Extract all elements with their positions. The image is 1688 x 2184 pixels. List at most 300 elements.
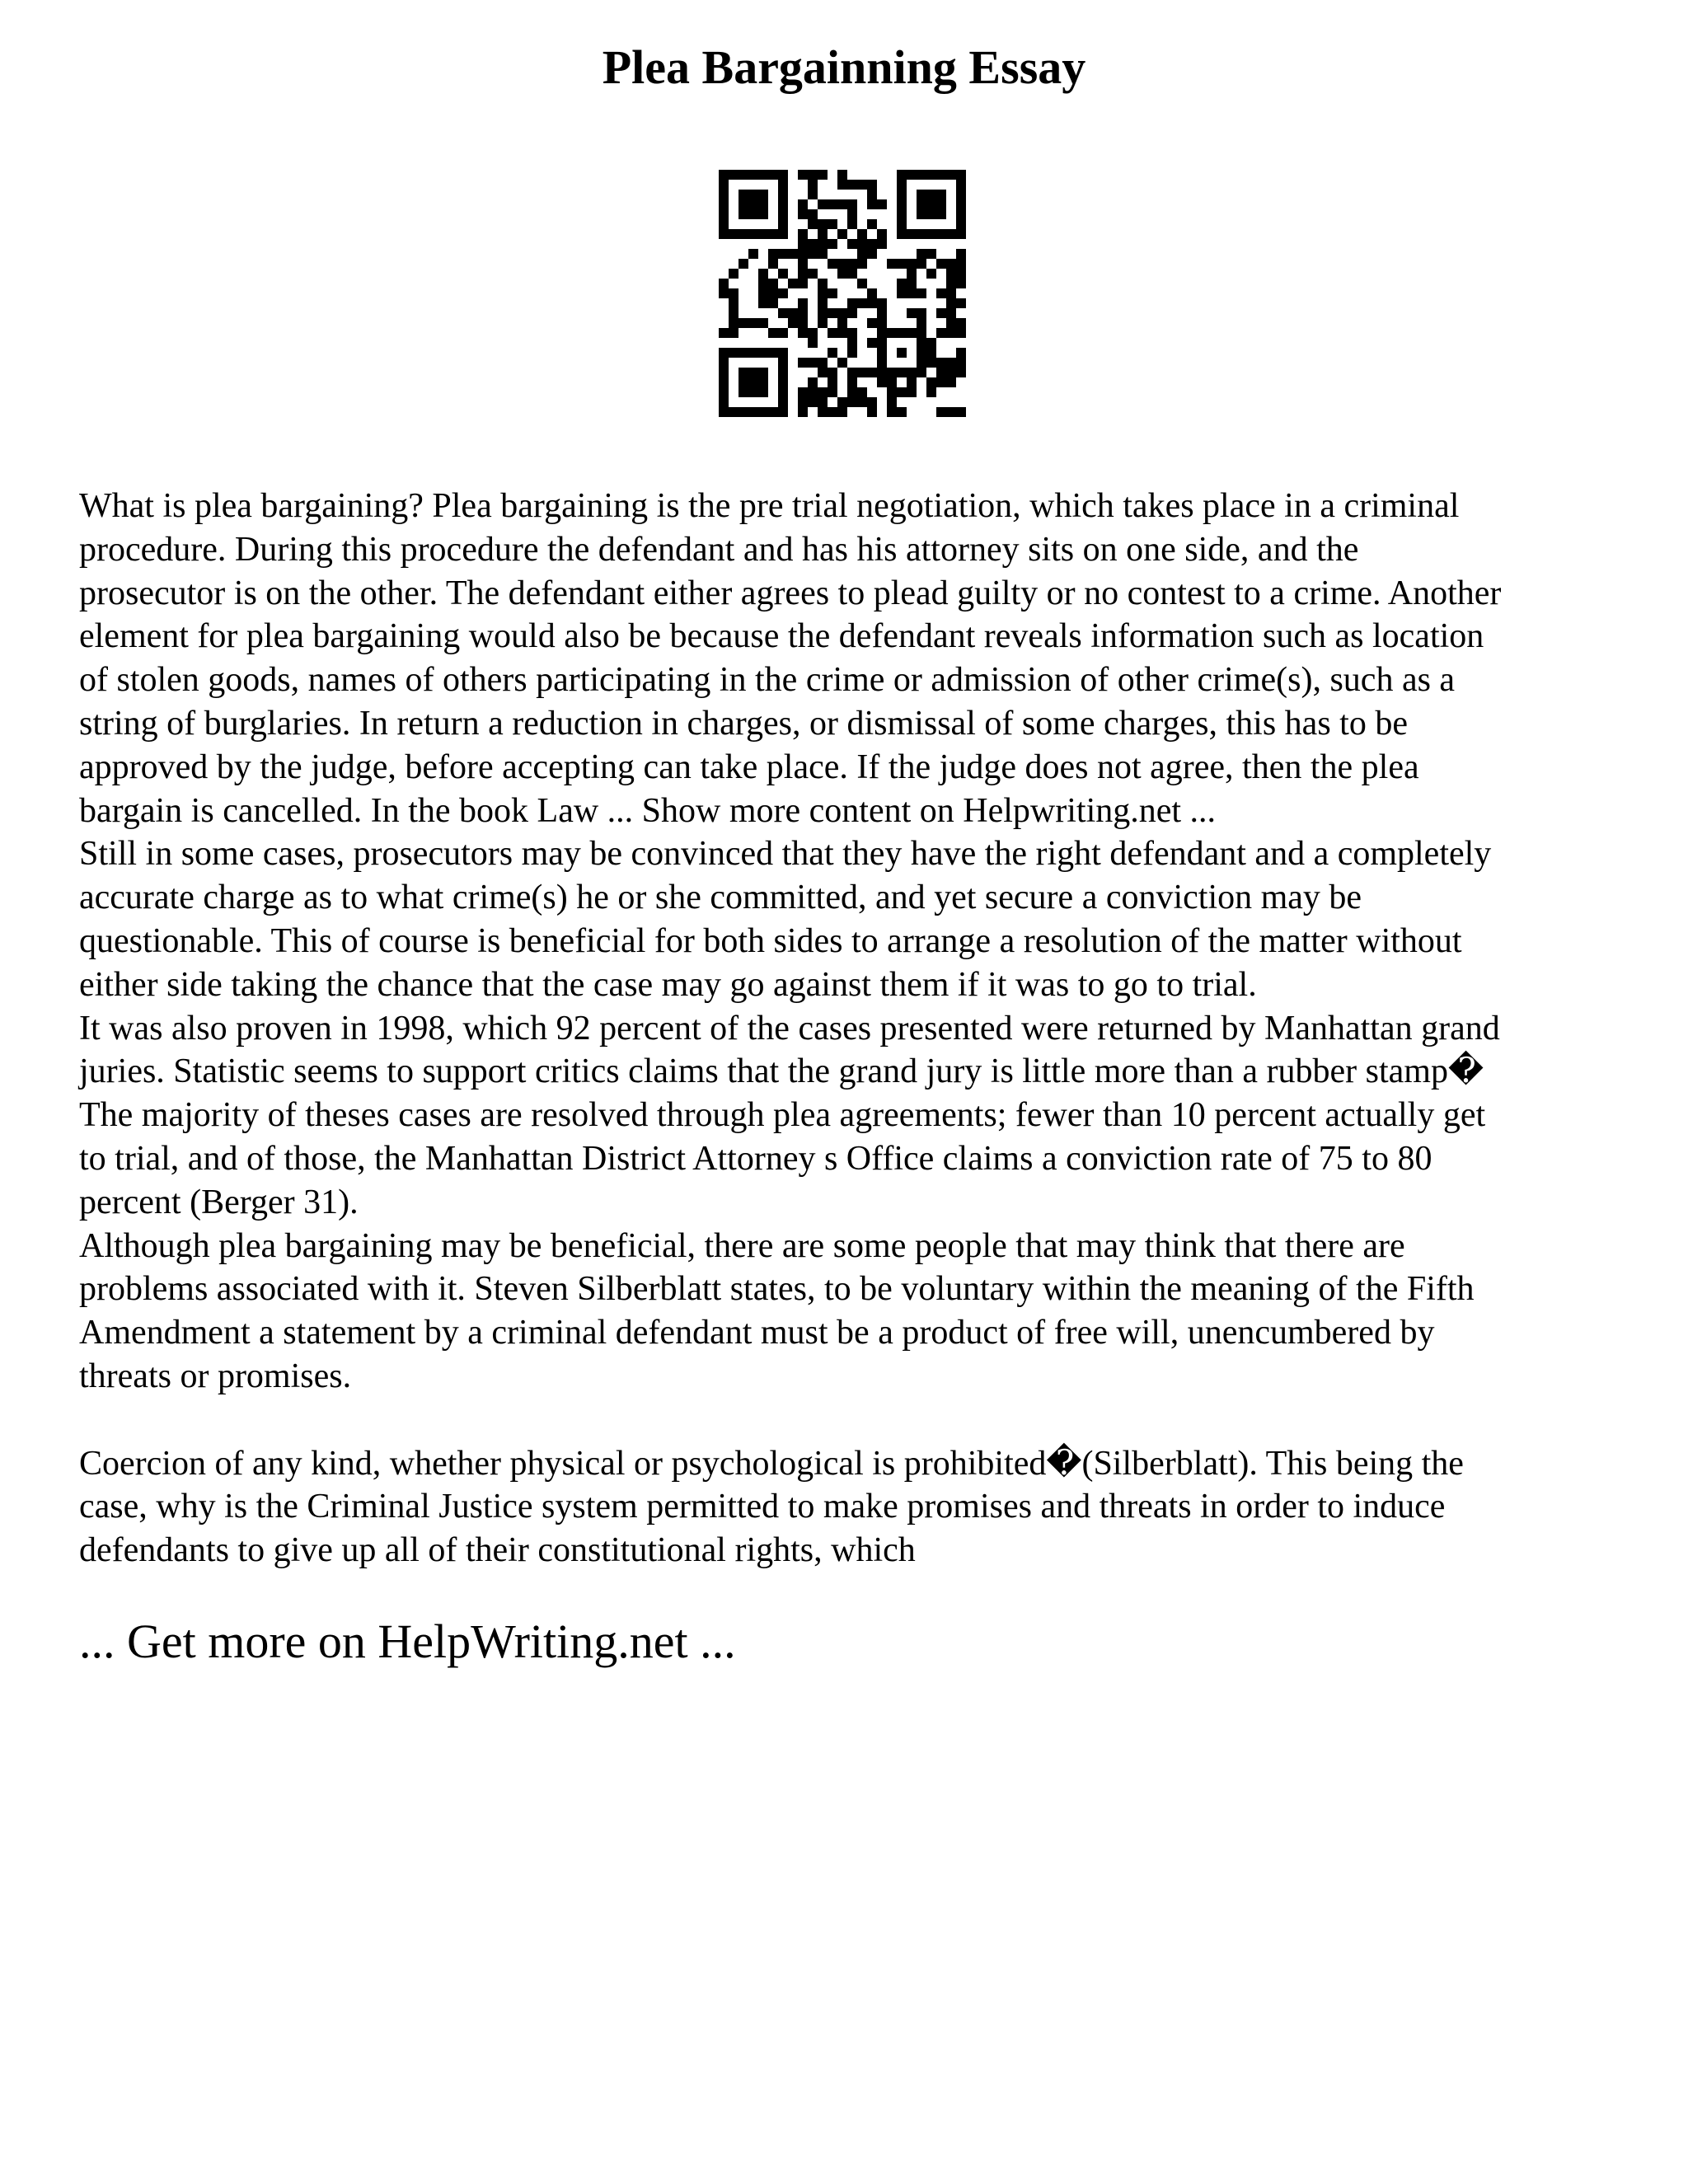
qr-module	[857, 279, 867, 288]
qr-module	[818, 229, 828, 239]
qr-module	[897, 387, 907, 397]
qr-module	[917, 209, 926, 219]
qr-module	[847, 377, 857, 387]
qr-module	[847, 387, 857, 397]
qr-module	[818, 298, 828, 308]
qr-module	[788, 318, 798, 328]
qr-module	[818, 239, 828, 249]
qr-module	[778, 358, 788, 368]
qr-module	[719, 170, 729, 180]
qr-module	[729, 308, 738, 318]
qr-module	[936, 288, 946, 298]
qr-module	[778, 387, 788, 397]
qr-module	[926, 377, 936, 387]
qr-module	[867, 219, 877, 229]
qr-module	[936, 368, 946, 377]
qr-module	[946, 328, 956, 338]
qr-module	[738, 377, 748, 387]
qr-module	[719, 358, 729, 368]
qr-module	[768, 229, 778, 239]
qr-module	[748, 407, 758, 417]
qr-module	[768, 249, 778, 259]
qr-module	[936, 229, 946, 239]
qr-module	[857, 387, 867, 397]
qr-module	[818, 387, 828, 397]
qr-module	[719, 199, 729, 209]
qr-module	[778, 288, 788, 298]
qr-module	[798, 239, 808, 249]
qr-module	[778, 368, 788, 377]
qr-module	[719, 328, 729, 338]
qr-module	[828, 407, 837, 417]
essay-paragraph-1: What is plea bargaining? Plea bargaining is the pre trial negotiation, which takes place in a criminal procedure. During this procedure the defendant and has his attorney sits on one side, and the prosecutor is on the other. The defendant either agrees to plead guilty or no contest to a crime. Another element for plea bargaining would also be because the defendant reveals information such as location of stolen goods, names of others participating in the crime or admission of other crime(s), such as a string of burglaries. In return a reduction in charges, or dismissal of some charges, this has to be approved by the judge, before accepting can take place. If the judge does not agree, then the plea bargain is cancelled. In the book Law ... Show more content on Helpwriting.net ...	[79, 487, 1502, 830]
qr-module	[788, 308, 798, 318]
qr-module	[847, 269, 857, 279]
qr-module	[897, 348, 907, 358]
qr-module	[729, 328, 738, 338]
qr-module	[758, 199, 768, 209]
qr-module	[956, 259, 966, 269]
qr-module	[818, 358, 828, 368]
qr-module	[788, 249, 798, 259]
essay-paragraph-4: Although plea bargaining may be beneficial, there are some people that may think that there are problems associated with it. Steven Silberblatt states, to be voluntary within the meaning of the Fifth Amendment a statement by a criminal defendant must be a product of free will, unencumbered by threats or promises.	[79, 1226, 1475, 1395]
qr-module	[907, 308, 917, 318]
qr-module	[828, 368, 837, 377]
qr-module	[936, 259, 946, 269]
qr-module	[956, 279, 966, 288]
qr-module	[956, 229, 966, 239]
qr-module	[719, 279, 729, 288]
qr-module	[808, 269, 818, 279]
qr-module	[907, 279, 917, 288]
qr-module	[719, 397, 729, 407]
qr-module	[808, 249, 818, 259]
qr-module	[857, 249, 867, 259]
qr-module	[897, 259, 907, 269]
qr-module	[798, 298, 808, 308]
qr-module	[926, 249, 936, 259]
qr-module	[778, 199, 788, 209]
qr-module	[808, 387, 818, 397]
qr-module	[758, 348, 768, 358]
qr-module	[758, 269, 768, 279]
qr-module	[758, 288, 768, 298]
qr-module	[956, 407, 966, 417]
qr-module	[818, 308, 828, 318]
qr-module	[837, 170, 847, 180]
qr-module	[798, 170, 808, 180]
qr-module	[837, 229, 847, 239]
qr-module	[946, 318, 956, 328]
qr-module	[808, 190, 818, 199]
qr-module	[907, 229, 917, 239]
qr-module	[719, 348, 729, 358]
qr-module	[778, 269, 788, 279]
qr-module	[936, 209, 946, 219]
qr-module	[887, 368, 897, 377]
qr-module	[867, 368, 877, 377]
qr-module	[748, 170, 758, 180]
qr-module	[867, 239, 877, 249]
qr-module	[946, 298, 956, 308]
qr-module	[897, 328, 907, 338]
qr-module	[897, 180, 907, 190]
qr-code-icon	[719, 170, 966, 417]
qr-module	[897, 199, 907, 209]
qr-module	[798, 308, 808, 318]
qr-module	[729, 170, 738, 180]
qr-module	[837, 259, 847, 269]
qr-module	[758, 190, 768, 199]
qr-module	[808, 180, 818, 190]
qr-module	[828, 328, 837, 338]
qr-module	[936, 170, 946, 180]
qr-module	[798, 318, 808, 328]
qr-module	[877, 368, 887, 377]
qr-module	[917, 259, 926, 269]
qr-module	[729, 229, 738, 239]
qr-module	[956, 298, 966, 308]
qr-module	[907, 170, 917, 180]
qr-module	[847, 239, 857, 249]
qr-module	[857, 259, 867, 269]
qr-module	[897, 219, 907, 229]
qr-module	[818, 199, 828, 209]
qr-module	[808, 397, 818, 407]
qr-module	[758, 170, 768, 180]
qr-module	[837, 328, 847, 338]
qr-module	[729, 269, 738, 279]
qr-module	[867, 338, 877, 348]
qr-module	[778, 219, 788, 229]
qr-module	[758, 407, 768, 417]
qr-module	[926, 387, 936, 397]
qr-module	[758, 209, 768, 219]
qr-module	[956, 190, 966, 199]
qr-module	[778, 328, 788, 338]
qr-module	[748, 377, 758, 387]
qr-module	[778, 209, 788, 219]
qr-module	[798, 259, 808, 269]
qr-module	[926, 229, 936, 239]
qr-module	[946, 170, 956, 180]
qr-module	[837, 180, 847, 190]
qr-module	[887, 407, 897, 417]
qr-module	[828, 377, 837, 387]
qr-module	[897, 209, 907, 219]
qr-module	[837, 269, 847, 279]
qr-module	[907, 368, 917, 377]
qr-module	[877, 328, 887, 338]
qr-module	[828, 308, 837, 318]
qr-module	[926, 269, 936, 279]
qr-module	[758, 377, 768, 387]
qr-module	[768, 288, 778, 298]
qr-module	[907, 259, 917, 269]
qr-module	[758, 229, 768, 239]
qr-module	[946, 259, 956, 269]
qr-module	[748, 368, 758, 377]
qr-module	[907, 269, 917, 279]
qr-code-graphic	[719, 170, 966, 417]
qr-module	[808, 328, 818, 338]
qr-module	[956, 180, 966, 190]
qr-module	[768, 259, 778, 269]
qr-module	[798, 249, 808, 259]
qr-module	[828, 387, 837, 397]
qr-module	[936, 328, 946, 338]
qr-module	[828, 199, 837, 209]
qr-module	[917, 358, 926, 368]
qr-module	[748, 199, 758, 209]
qr-module	[837, 308, 847, 318]
qr-module	[808, 338, 818, 348]
qr-module	[956, 170, 966, 180]
qr-module	[748, 348, 758, 358]
qr-module	[936, 407, 946, 417]
qr-module	[917, 348, 926, 358]
qr-module	[847, 259, 857, 269]
qr-module	[857, 397, 867, 407]
qr-module	[719, 209, 729, 219]
qr-module	[926, 338, 936, 348]
qr-module	[748, 209, 758, 219]
qr-module	[719, 190, 729, 199]
qr-module	[778, 407, 788, 417]
qr-module	[897, 279, 907, 288]
qr-module	[936, 199, 946, 209]
essay-paragraph-3: It was also proven in 1998, which 92 percent of the cases presented were returned by Manhattan grand juries. Statistic seems to support critics claims that the grand jury is little more than a rubber stamp� The majority of theses cases are resolved through plea agreements; fewer than 10 percent actually get to trial, and of those, the Manhattan District Attorney s Office claims a conviction rate of 75 to 80 percent (Berger 31).	[79, 1009, 1500, 1221]
qr-module	[837, 318, 847, 328]
qr-module	[847, 328, 857, 338]
qr-module	[719, 368, 729, 377]
qr-module	[808, 219, 818, 229]
qr-module	[877, 239, 887, 249]
qr-module	[946, 269, 956, 279]
qr-module	[729, 288, 738, 298]
qr-module	[828, 348, 837, 358]
qr-module	[837, 407, 847, 417]
qr-module	[887, 328, 897, 338]
qr-module	[738, 318, 748, 328]
qr-module	[798, 209, 808, 219]
qr-module	[738, 209, 748, 219]
qr-module	[798, 229, 808, 239]
qr-module	[837, 199, 847, 209]
qr-module	[818, 219, 828, 229]
qr-module	[936, 308, 946, 318]
qr-module	[926, 209, 936, 219]
qr-module	[887, 259, 897, 269]
qr-module	[847, 308, 857, 318]
qr-module	[778, 308, 788, 318]
qr-module	[907, 387, 917, 397]
qr-module	[917, 308, 926, 318]
qr-module	[719, 377, 729, 387]
qr-module	[818, 318, 828, 328]
qr-module	[738, 199, 748, 209]
qr-module	[719, 229, 729, 239]
qr-module	[818, 407, 828, 417]
qr-module	[956, 199, 966, 209]
qr-module	[778, 190, 788, 199]
qr-module	[956, 318, 966, 328]
qr-module	[877, 308, 887, 318]
qr-module	[738, 190, 748, 199]
qr-module	[897, 288, 907, 298]
qr-module	[877, 348, 887, 358]
qr-module	[877, 298, 887, 308]
qr-module	[768, 298, 778, 308]
qr-module	[887, 377, 897, 387]
qr-module	[956, 328, 966, 338]
qr-module	[907, 288, 917, 298]
qr-module	[729, 298, 738, 308]
qr-module	[738, 259, 748, 269]
qr-module	[936, 377, 946, 387]
qr-module	[778, 170, 788, 180]
qr-module	[847, 219, 857, 229]
essay-body	[79, 485, 1629, 1572]
qr-module	[897, 229, 907, 239]
qr-module	[798, 397, 808, 407]
qr-module	[946, 368, 956, 377]
qr-module	[936, 190, 946, 199]
qr-module	[877, 199, 887, 209]
qr-module	[857, 368, 867, 377]
qr-module	[719, 219, 729, 229]
qr-module	[936, 358, 946, 368]
qr-module	[768, 279, 778, 288]
qr-module	[847, 397, 857, 407]
qr-module	[818, 288, 828, 298]
qr-module	[818, 249, 828, 259]
qr-module	[847, 298, 857, 308]
qr-module	[768, 348, 778, 358]
qr-module	[847, 338, 857, 348]
qr-module	[738, 170, 748, 180]
qr-module	[867, 298, 877, 308]
qr-module	[828, 259, 837, 269]
qr-module	[926, 348, 936, 358]
qr-module	[778, 377, 788, 387]
essay-paragraph-2: Still in some cases, prosecutors may be convinced that they have the right defendant and a completely accurate charge as to what crime(s) he or she committed, and yet secure a conviction may be questionable. This of course is beneficial for both sides to arrange a resolution of the matter without either side taking the chance that the case may go against them if it was to go to trial.	[79, 835, 1492, 1004]
essay-paragraph-5: Coercion of any kind, whether physical or psychological is prohibited�(Silberblatt). This being the case, why is the Criminal Justice system permitted to make promises and threats in order to induce defendants to give up all of their constitutional rights, which	[79, 1444, 1464, 1570]
qr-module	[798, 199, 808, 209]
qr-module	[778, 229, 788, 239]
qr-module	[758, 318, 768, 328]
qr-module	[738, 348, 748, 358]
qr-module	[946, 358, 956, 368]
qr-module	[897, 407, 907, 417]
qr-module	[738, 387, 748, 397]
qr-module	[808, 170, 818, 180]
qr-module	[778, 249, 788, 259]
qr-module	[828, 288, 837, 298]
qr-module	[956, 209, 966, 219]
qr-module	[719, 180, 729, 190]
qr-module	[758, 279, 768, 288]
qr-module	[768, 328, 778, 338]
qr-module	[867, 288, 877, 298]
qr-module	[857, 298, 867, 308]
qr-module	[837, 358, 847, 368]
qr-module	[897, 190, 907, 199]
qr-module	[917, 249, 926, 259]
qr-module	[818, 397, 828, 407]
qr-module	[926, 358, 936, 368]
qr-module	[818, 368, 828, 377]
qr-module	[748, 318, 758, 328]
qr-module	[857, 239, 867, 249]
qr-module	[917, 328, 926, 338]
qr-module	[837, 397, 847, 407]
qr-module	[719, 288, 729, 298]
qr-module	[877, 338, 887, 348]
qr-module	[748, 387, 758, 397]
qr-module	[808, 209, 818, 219]
qr-module	[798, 387, 808, 397]
qr-module	[857, 180, 867, 190]
qr-module	[917, 338, 926, 348]
qr-module	[946, 288, 956, 298]
qr-module	[926, 170, 936, 180]
qr-module	[946, 407, 956, 417]
qr-module	[847, 368, 857, 377]
qr-module	[788, 279, 798, 288]
qr-module	[738, 229, 748, 239]
qr-module	[818, 170, 828, 180]
qr-module	[847, 209, 857, 219]
qr-module	[897, 368, 907, 377]
qr-module	[956, 269, 966, 279]
qr-module	[828, 239, 837, 249]
qr-module	[798, 328, 808, 338]
qr-module	[877, 318, 887, 328]
qr-module	[867, 397, 877, 407]
qr-module	[867, 249, 877, 259]
qr-module	[798, 358, 808, 368]
qr-module	[798, 269, 808, 279]
qr-module	[778, 348, 788, 358]
qr-module	[748, 229, 758, 239]
qr-module	[778, 180, 788, 190]
qr-module	[758, 368, 768, 377]
qr-module	[946, 229, 956, 239]
qr-module	[719, 407, 729, 417]
qr-module	[758, 298, 768, 308]
qr-module	[926, 190, 936, 199]
qr-module	[758, 387, 768, 397]
qr-module	[798, 407, 808, 417]
qr-module	[956, 368, 966, 377]
qr-module	[778, 397, 788, 407]
qr-module	[847, 348, 857, 358]
qr-module	[897, 170, 907, 180]
qr-module	[828, 219, 837, 229]
qr-module	[877, 358, 887, 368]
qr-module	[956, 348, 966, 358]
qr-module	[946, 279, 956, 288]
qr-module	[719, 387, 729, 397]
get-more-link[interactable]: ... Get more on HelpWriting.net ...	[79, 1615, 736, 1668]
qr-module	[917, 318, 926, 328]
qr-module	[877, 229, 887, 239]
qr-module	[907, 328, 917, 338]
page-title: Plea Bargainning Essay	[602, 40, 1086, 94]
paragraph-spacer	[79, 1399, 1629, 1442]
qr-module	[768, 407, 778, 417]
